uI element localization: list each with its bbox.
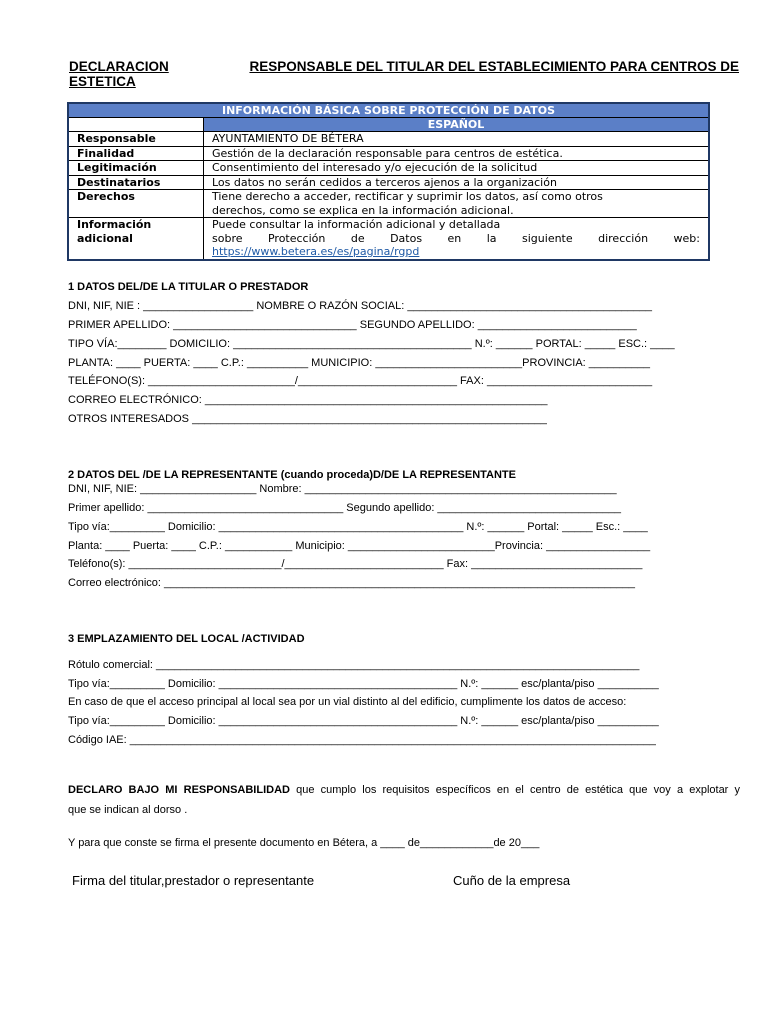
form-line[interactable]: TELÉFONO(S): ________________________/__________________________ FAX: ___________________________: [68, 375, 653, 387]
data-protection-table: [67, 102, 710, 261]
form-line[interactable]: CORREO ELECTRÓNICO: ________________________________________________________: [68, 394, 548, 406]
data-protection-language: ESPAÑOL: [204, 118, 710, 132]
form-line[interactable]: TIPO VÍA:________ DOMICILIO: _______________________________________ N.º: ______ PORTAL: _____ ESC.: ____: [68, 338, 675, 350]
declaration: [68, 780, 740, 820]
row-value-line: Tiene derecho a acceder, rectificar y suprimir los datos, así como otros: [212, 190, 603, 203]
row-key: Destinatarios: [68, 175, 204, 190]
declaration-text: que cumplo los requisitos específicos en el centro de estética que voy a explotar y: [289, 784, 740, 796]
table-row: [68, 132, 709, 147]
form-line[interactable]: OTROS INTERESADOS __________________________________________________________: [68, 413, 547, 425]
row-value-line: derechos, como se explica en la información adicional.: [212, 203, 514, 217]
title-line2: ESTETICA: [69, 74, 136, 89]
row-value: [204, 218, 710, 260]
info-line: Puede consultar la información adicional y detallada: [212, 218, 501, 231]
document-title: [69, 59, 739, 89]
row-value: Consentimiento del interesado y/o ejecución de la solicitud: [204, 161, 710, 176]
form-line[interactable]: Correo electrónico: _____________________________________________________________________________: [68, 577, 636, 589]
row-key: Finalidad: [68, 146, 204, 161]
form-line[interactable]: Tipo vía:_________ Domicilio: _______________________________________ N.º: ______ esc/planta/piso __________: [68, 715, 659, 727]
form-line[interactable]: Código IAE: ______________________________________________________________________________________: [68, 734, 656, 746]
company-stamp-label: Cuño de la empresa: [453, 873, 571, 888]
row-key: Responsable: [68, 132, 204, 147]
table-row: [68, 190, 709, 218]
section1-title: 1 DATOS DEL/DE LA TITULAR O PRESTADOR: [68, 281, 309, 293]
info-key-line: Información: [77, 218, 152, 231]
row-value: AYUNTAMIENTO DE BÉTERA: [204, 132, 710, 147]
form-line[interactable]: DNI, NIF, NIE : __________________ NOMBRE O RAZÓN SOCIAL: ________________________________________: [68, 300, 653, 312]
info-line: sobre Protección de Datos en la siguiente dirección web:: [212, 231, 700, 245]
title-line1-a: DECLARACION: [69, 59, 169, 74]
form-line[interactable]: Tipo vía:_________ Domicilio: ________________________________________ N.º: ______ Portal: _____ Esc.: ____: [68, 521, 648, 533]
row-key: Derechos: [68, 190, 204, 218]
info-key-line: adicional: [77, 232, 133, 245]
data-protection-header: INFORMACIÓN BÁSICA SOBRE PROTECCIÓN DE DATOS: [68, 103, 709, 118]
form-line[interactable]: PRIMER APELLIDO: ______________________________ SEGUNDO APELLIDO: __________________________: [68, 319, 637, 331]
declaration-bold: DECLARO BAJO MI RESPONSABILIDAD: [68, 784, 290, 796]
table-row: [68, 146, 709, 161]
form-line: En caso de que el acceso principal al local sea por un vial distinto al del edificio, cumplimente los datos de acceso:: [68, 696, 627, 708]
form-line[interactable]: Rótulo comercial: _______________________________________________________________________________: [68, 659, 640, 671]
row-key: [68, 218, 204, 260]
sign-date-line[interactable]: Y para que conste se firma el presente documento en Bétera, a ____ de____________de 20___: [68, 837, 540, 849]
form-line[interactable]: Tipo vía:_________ Domicilio: _______________________________________ N.º: ______ esc/planta/piso __________: [68, 678, 659, 690]
title-line1-b: RESPONSABLE DEL TITULAR DEL ESTABLECIMIENTO PARA CENTROS DE: [249, 59, 739, 74]
table-row: [68, 161, 709, 176]
row-key: Legitimación: [68, 161, 204, 176]
form-line[interactable]: DNI, NIF, NIE: ___________________ Nombre: ___________________________________________________: [68, 483, 617, 495]
form-line[interactable]: Teléfono(s): _________________________/__________________________ Fax: ____________________________: [68, 558, 643, 570]
form-line[interactable]: Planta: ____ Puerta: ____ C.P.: ___________ Municipio: ________________________Provincia: _________________: [68, 540, 651, 552]
row-value: Los datos no serán cedidos a terceros ajenos a la organización: [204, 175, 710, 190]
row-value: [204, 190, 710, 218]
table-row: [68, 175, 709, 190]
declaration-line2: que se indican al dorso .: [68, 804, 188, 816]
form-line[interactable]: PLANTA: ____ PUERTA: ____ C.P.: __________ MUNICIPIO: ________________________PROVINCIA: __________: [68, 357, 650, 369]
form-line[interactable]: Primer apellido: ________________________________ Segundo apellido: ______________________________: [68, 502, 621, 514]
signature-holder-label: Firma del titular,prestador o representante: [72, 873, 315, 888]
section2-title: 2 DATOS DEL /DE LA REPRESENTANTE (cuando proceda)D/DE LA REPRESENTANTE: [68, 469, 516, 481]
table-row: [68, 218, 709, 260]
row-value: Gestión de la declaración responsable para centros de estética.: [204, 146, 710, 161]
rgpd-link[interactable]: https://www.betera.es/es/pagina/rgpd: [212, 245, 420, 258]
section3-title: 3 EMPLAZAMIENTO DEL LOCAL /ACTIVIDAD: [68, 633, 305, 645]
